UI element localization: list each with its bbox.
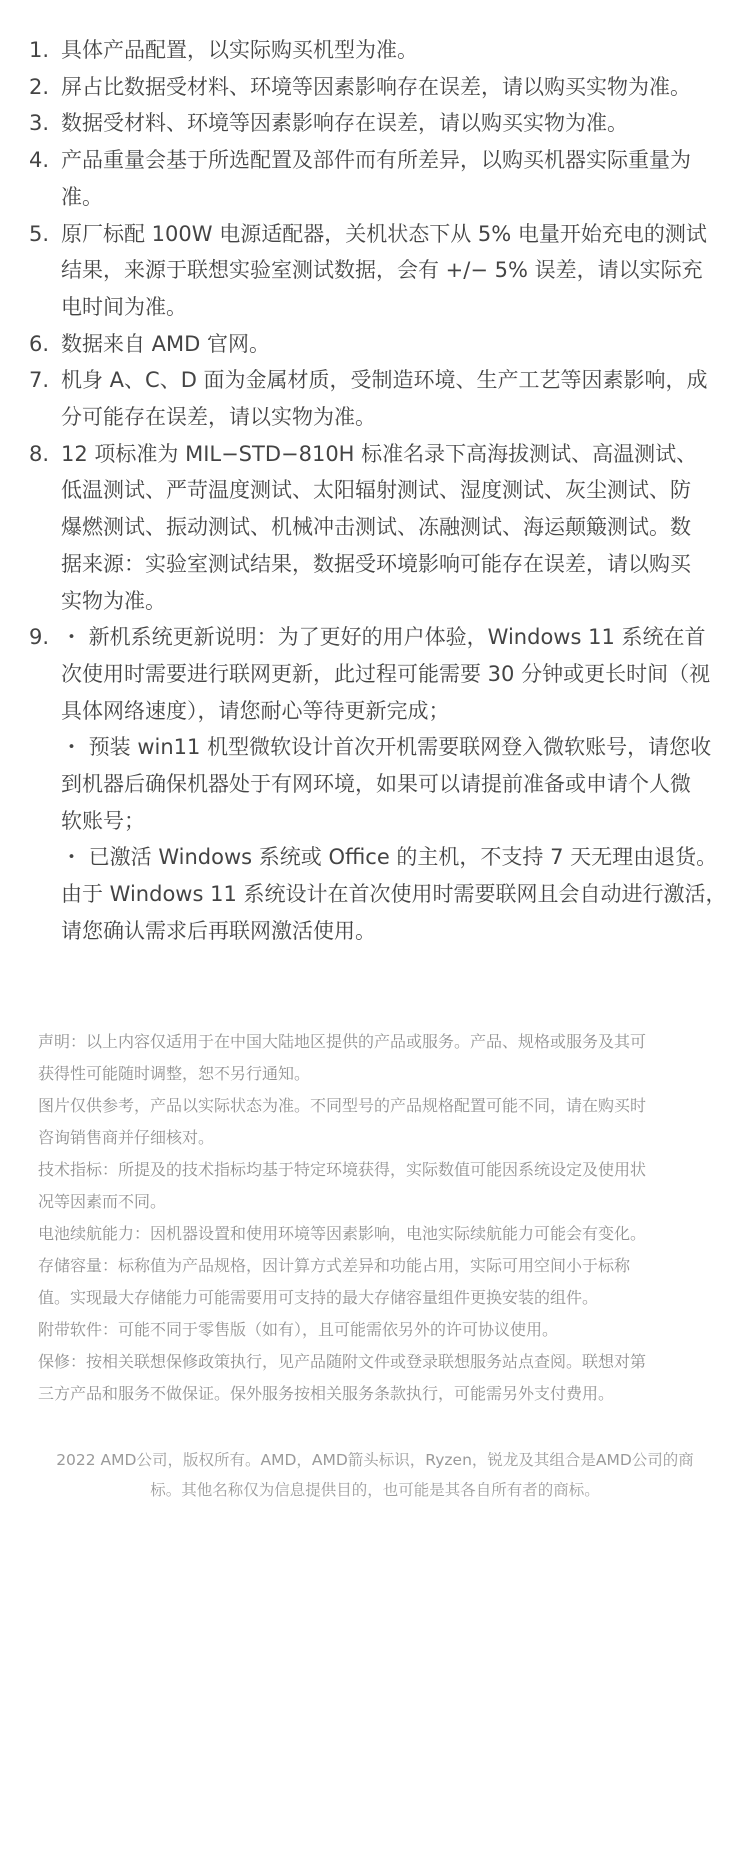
footnote-item	[0, 105, 750, 142]
footnote-number: 7.	[29, 368, 50, 393]
disclaimer-line: 况等因素而不同。	[38, 1192, 167, 1211]
footnote-text-line: 据来源：实验室测试结果，数据受环境影响可能存在误差，请以购买	[61, 551, 691, 576]
disclaimer-line: 值。实现最大存储能力可能需要用可支持的最大存储容量组件更换安装的组件。	[38, 1288, 599, 1307]
footnote-text-line: 软账号；	[61, 808, 145, 833]
footnote-number: 6.	[29, 331, 50, 356]
copyright-line: 标。其他名称仅为信息提供目的，也可能是其各自所有者的商标。	[150, 1481, 600, 1499]
footnote-item	[0, 436, 750, 620]
footnote-text-line: 实物为准。	[61, 588, 166, 613]
footnote-item	[0, 362, 750, 435]
footnote-number: 3.	[29, 111, 50, 136]
footnote-item	[0, 216, 750, 326]
footnote-text-line: 产品重量会基于所选配置及部件而有所差异，以购买机器实际重量为	[61, 148, 691, 173]
footnote-text-line: 次使用时需要进行联网更新，此过程可能需要 30 分钟或更长时间（视	[61, 661, 711, 686]
footnote-text-line: 机身 A、C、D 面为金属材质，受制造环境、生产工艺等因素影响，成	[61, 368, 708, 393]
footnote-text-line: 数据来自 AMD 官网。	[61, 331, 271, 356]
disclaimer-line: 获得性可能随时调整，恕不另行通知。	[38, 1064, 311, 1083]
footnote-text-line: 由于 Windows 11 系统设计在首次使用时需要联网且会自动进行激活，	[61, 882, 727, 907]
disclaimer-line: 咨询销售商并仔细核对。	[38, 1128, 215, 1147]
footnote-item	[0, 326, 750, 363]
disclaimer-line: 附带软件：可能不同于零售版（如有），且可能需依另外的许可协议使用。	[38, 1320, 559, 1339]
disclaimer-line: 存储容量：标称值为产品规格，因计算方式差异和功能占用，实际可用空间小于标称	[38, 1256, 631, 1275]
footnote-item	[0, 69, 750, 106]
disclaimer-line: 三方产品和服务不做保证。保外服务按相关服务条款执行，可能需另外支付费用。	[38, 1384, 615, 1403]
footnote-text-line: 请您确认需求后再联网激活使用。	[61, 918, 376, 943]
footnote-text-line: 屏占比数据受材料、环境等因素影响存在误差，请以购买实物为准。	[61, 74, 691, 99]
footnote-text-line: ・ 预装 win11 机型微软设计首次开机需要联网登入微软账号，请您收	[61, 735, 712, 760]
footnote-text-line: ・ 新机系统更新说明：为了更好的用户体验，Windows 11 系统在首	[61, 625, 706, 650]
footnote-text-line: 12 项标准为 MIL−STD−810H 标准名录下高海拔测试、高温测试、	[61, 441, 698, 466]
disclaimer-line: 保修：按相关联想保修政策执行，见产品随附文件或登录联想服务站点查阅。联想对第	[38, 1352, 647, 1371]
footnote-text-line: 原厂标配 100W 电源适配器，关机状态下从 5% 电量开始充电的测试	[61, 221, 707, 246]
footnote-item	[0, 619, 750, 949]
footnote-text-line: ・ 已激活 Windows 系统或 Office 的主机，不支持 7 天无理由退货。	[61, 845, 718, 870]
disclaimer-line: 声明：以上内容仅适用于在中国大陆地区提供的产品或服务。产品、规格或服务及其可	[38, 1032, 647, 1051]
footnote-text-line: 分可能存在误差，请以实物为准。	[61, 405, 376, 430]
copyright-line: 2022 AMD公司，版权所有。AMD，AMD箭头标识，Ryzen，锐龙及其组合是AMD公司的商	[56, 1451, 694, 1469]
footnote-text-line: 具体产品配置，以实际购买机型为准。	[61, 38, 418, 62]
footnote-text-line: 数据受材料、环境等因素影响存在误差，请以购买实物为准。	[61, 111, 628, 136]
footnote-text-line: 具体网络速度），请您耐心等待更新完成；	[61, 698, 450, 723]
footnote-number: 8.	[29, 441, 50, 466]
footnote-number: 1.	[29, 38, 50, 62]
footnote-number: 5.	[29, 221, 50, 246]
footnote-item	[0, 32, 750, 69]
footnote-number: 9.	[29, 625, 50, 650]
legal-disclaimer	[38, 1026, 728, 1410]
footnote-text-line: 结果，来源于联想实验室测试数据，会有 +/− 5% 误差，请以实际充	[61, 258, 703, 283]
copyright-notice	[0, 1445, 750, 1505]
footnote-text-line: 到机器后确保机器处于有网环境，如果可以请提前准备或申请个人微	[61, 772, 691, 797]
footnote-number: 4.	[29, 148, 50, 173]
footnote-text-line: 爆燃测试、振动测试、机械冲击测试、冻融测试、海运颠簸测试。数	[61, 515, 691, 540]
footnote-text-line: 准。	[61, 184, 103, 209]
footnotes-list	[0, 32, 750, 950]
footnote-number: 2.	[29, 74, 50, 99]
footnote-text-line: 低温测试、严苛温度测试、太阳辐射测试、湿度测试、灰尘测试、防	[61, 478, 691, 503]
footnote-item	[0, 142, 750, 215]
footnote-text-line: 电时间为准。	[61, 294, 187, 319]
disclaimer-line: 图片仅供参考，产品以实际状态为准。不同型号的产品规格配置可能不同，请在购买时	[38, 1096, 647, 1115]
disclaimer-line: 技术指标：所提及的技术指标均基于特定环境获得，实际数值可能因系统设定及使用状	[38, 1160, 647, 1179]
disclaimer-line: 电池续航能力：因机器设置和使用环境等因素影响，电池实际续航能力可能会有变化。	[38, 1224, 647, 1243]
